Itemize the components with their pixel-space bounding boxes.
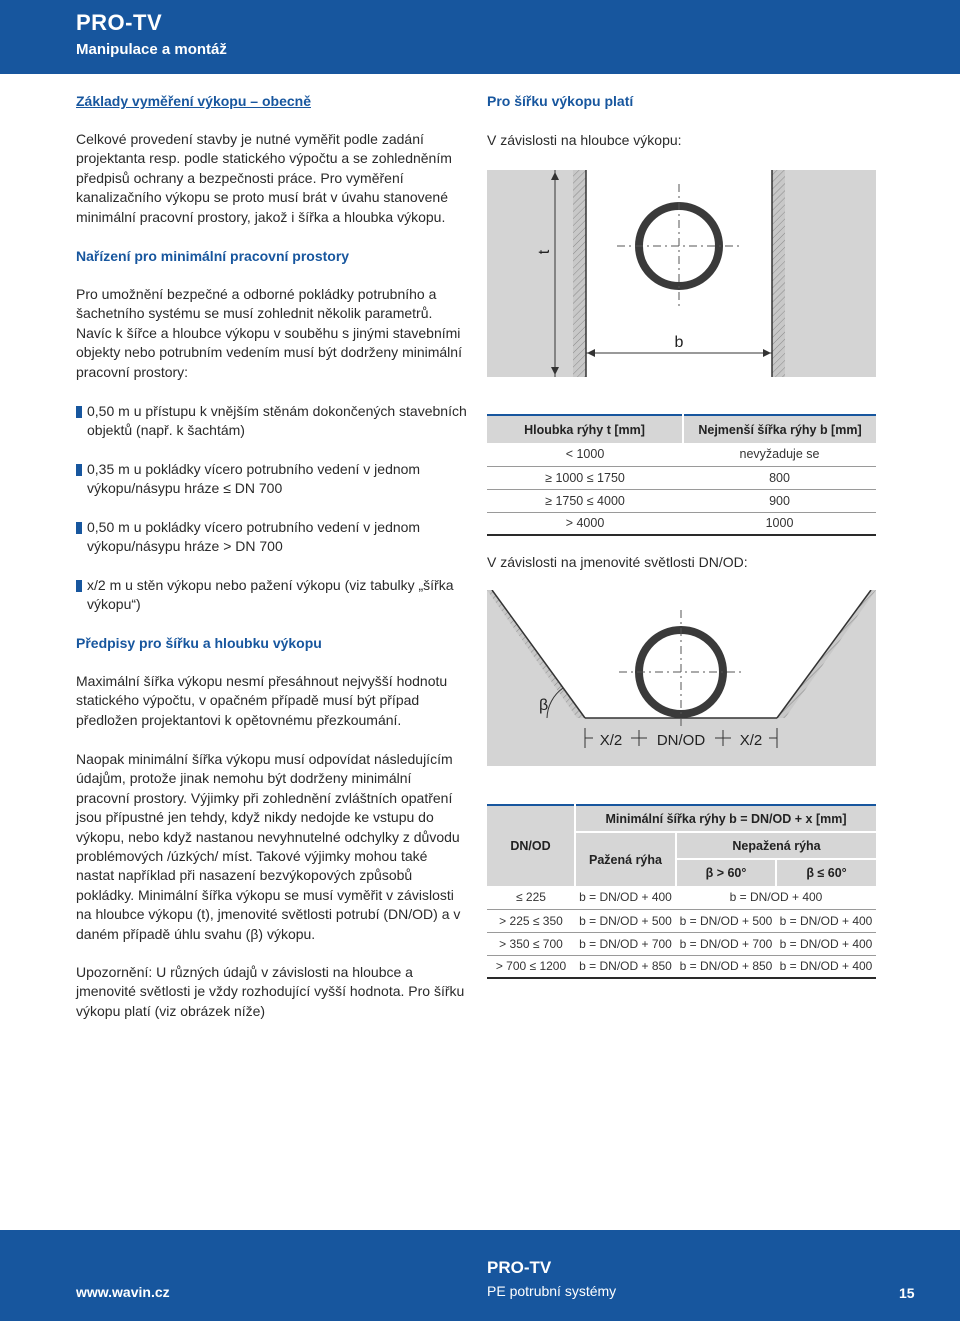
depth-caption: V závislosti na hloubce výkopu:	[487, 132, 682, 148]
bullet-marker	[76, 522, 82, 534]
sloped-trench-diagram	[487, 590, 876, 766]
table-header-beta-le60: β ≤ 60°	[776, 859, 876, 886]
table-header-shored: Pažená rýha	[575, 832, 676, 886]
table-row: > 225 ≤ 350 b = DN/OD + 500 b = DN/OD + 500 b = DN/OD + 400	[487, 909, 876, 932]
table-header-min-width: Minimální šířka rýhy b = DN/OD + x [mm]	[575, 805, 876, 832]
dn-od-label: DN/OD	[656, 732, 706, 749]
section-title-basics: Základy vyměření výkopu – obecně	[76, 93, 311, 109]
page-footer	[0, 1230, 960, 1321]
footer-url[interactable]: www.wavin.cz	[76, 1284, 170, 1300]
depth-width-table	[487, 414, 876, 536]
trench-depth-diagram	[487, 170, 876, 377]
half-x-right-label: X/2	[739, 732, 763, 749]
section-text-workspace: Pro umožnění bezpečné a odborné pokládky potrubního a šachetního systému se musí zohlednit několik parametrů. Navíc k šířce a hloubce výkopu v souběhu s jinými stavebními objekty nebo potrubním vedením musí být dodrženy minimální pracovní prostory:	[76, 286, 462, 380]
bullet-marker	[76, 580, 82, 592]
section-text-min-width: Naopak minimální šířka výkopu musí odpovídat následujícím údajům, protože jinak nemohu být dodrženy minimální pracovní prostory. Výjimky při zohlednění zvláštních opatření jsou přípustné jen tehdy, když nikdy nedojde ke vstupu do výkopu, nebo když nastanou nevyhnutelné odchylky z důvodu problémových /úzkých/ míst. Takové výjimky mohou také nastat například při nasazení bezvýkopových způsobů pokládky. Minimální šířka výkopu se musí vyměřit v závislosti na hloubce výkopu (t), jmenovité světlosti potrubí (DN/OD) a v daném případě úhlu svahu (β) výkopu.	[76, 751, 461, 942]
slope-angle-label: β	[539, 697, 549, 714]
table-row: > 350 ≤ 700 b = DN/OD + 700 b = DN/OD + 700 b = DN/OD + 400	[487, 932, 876, 955]
bullet-item: x/2 m u stěn výkopu nebo pažení výkopu (viz tabulky „šířka výkopu“)	[76, 576, 476, 615]
table-row: ≤ 225 b = DN/OD + 400 b = DN/OD + 400	[487, 886, 876, 909]
bullet-item: 0,50 m u pokládky vícero potrubního vedení v jednom výkopu/násypu hráze > DN 700	[76, 518, 476, 557]
bullet-marker	[76, 464, 82, 476]
table-row: > 700 ≤ 1200 b = DN/OD + 850 b = DN/OD + 850 b = DN/OD + 400	[487, 955, 876, 978]
right-title: Pro šířku výkopu platí	[487, 93, 634, 109]
bullet-item: 0,35 m u pokládky vícero potrubního vedení v jednom výkopu/násypu hráze ≤ DN 700	[76, 460, 476, 499]
header-subtitle: Manipulace a montáž	[76, 41, 227, 58]
section-title-workspace: Nařízení pro minimální pracovní prostory	[76, 248, 350, 264]
width-label: b	[674, 334, 684, 351]
table-row: > 4000 1000	[487, 512, 876, 535]
header-brand: PRO-TV	[76, 10, 163, 35]
table-header-beta-gt60: β > 60°	[676, 859, 776, 886]
table-header-dn: DN/OD	[487, 805, 575, 886]
dn-width-table	[487, 804, 876, 979]
bullet-marker	[76, 406, 82, 418]
dn-caption: V závislosti na jmenovité světlosti DN/OD:	[487, 554, 748, 570]
table-row: ≥ 1000 ≤ 1750 800	[487, 466, 876, 489]
page-number: 15	[899, 1285, 915, 1301]
table-header-width: Nejmenší šířka rýhy b [mm]	[683, 415, 876, 443]
table-row: < 1000 nevyžaduje se	[487, 443, 876, 466]
footer-brand: PRO-TV	[487, 1258, 552, 1277]
table-row: ≥ 1750 ≤ 4000 900	[487, 489, 876, 512]
section-text-basics: Celkové provedení stavby je nutné vyměřit podle zadání projektanta resp. podle statického výpočtu a se zohledněním předpisů ochrany a bezpečnosti práce. Pro vyměření kanalizačního výkopu se proto musí brát v úvahu stanovené minimální pracovní prostory, jakož i šířka a hloubka výkopu.	[76, 131, 452, 225]
table-header-unshored: Nepažená rýha	[676, 832, 876, 859]
half-x-left-label: X/2	[599, 732, 623, 749]
bullet-item: 0,50 m u přístupu k vnějším stěnám dokončených stavebních objektů (např. k šachtám)	[76, 402, 476, 441]
page-header	[0, 0, 960, 74]
section-text-max-width: Maximální šířka výkopu nesmí přesáhnout nejvyšší hodnotu statického výpočtu, v opačném případě musí být případ předložen projektantovi k opětovnému přezkoumání.	[76, 673, 448, 728]
depth-label: t	[536, 249, 553, 255]
footer-subtitle: PE potrubní systémy	[487, 1283, 617, 1299]
table-header-depth: Hloubka rýhy t [mm]	[487, 415, 683, 443]
section-title-regulations: Předpisy pro šířku a hloubku výkopu	[76, 635, 322, 651]
section-text-note: Upozornění: U různých údajů v závislosti na hloubce a jmenovité světlosti je vždy rozhodující vyšší hodnota. Pro šířku výkopu platí (viz obrázek níže)	[76, 964, 465, 1019]
